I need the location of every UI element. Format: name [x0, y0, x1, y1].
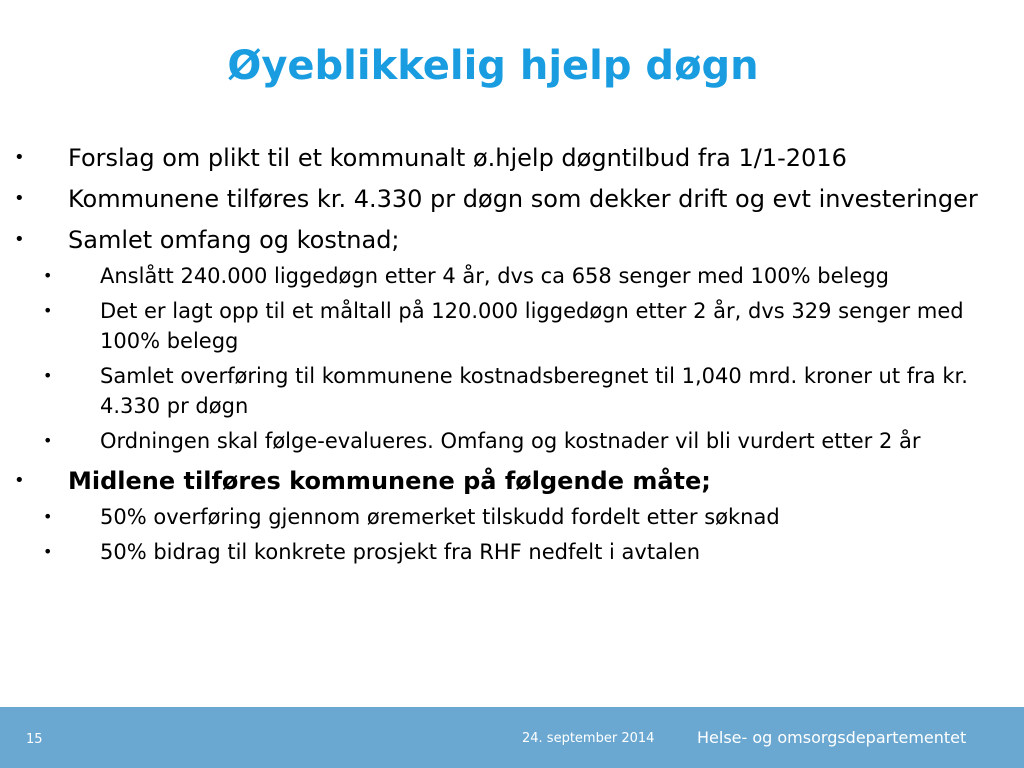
bullet-dot-icon: • [14, 470, 25, 491]
bullet-item [0, 183, 1024, 215]
bullet-dot-icon: • [14, 229, 25, 250]
sub-bullet-item [0, 296, 1024, 356]
bullet-text: Ordningen skal følge-evalueres. Omfang og kostnader vil bli vurdert etter 2 år [100, 429, 921, 453]
bullet-dot-icon: • [43, 301, 53, 320]
bullet-text: 50% bidrag til konkrete prosjekt fra RHF nedfelt i avtalen [100, 540, 700, 564]
bullet-dot-icon: • [14, 188, 25, 209]
bullet-text: Samlet omfang og kostnad; [68, 226, 400, 254]
bullet-text: Samlet overføring til kommunene kostnadsberegnet til 1,040 mrd. kroner ut fra kr. 4.330 pr døgn [100, 364, 968, 418]
bullet-dot-icon: • [14, 147, 25, 168]
bullet-dot-icon: • [43, 366, 53, 385]
bullet-text: Det er lagt opp til et måltall på 120.000 liggedøgn etter 2 år, dvs 329 senger med 100% belegg [100, 299, 964, 353]
bullet-item [0, 465, 1024, 497]
bullet-text: 50% overføring gjennom øremerket tilskudd fordelt etter søknad [100, 505, 780, 529]
bullet-dot-icon: • [43, 542, 53, 561]
slide-title: Øyeblikkelig hjelp døgn [227, 43, 759, 89]
bullet-dot-icon: • [43, 507, 53, 526]
footer-bar [0, 707, 1024, 768]
bullet-text: Kommunene tilføres kr. 4.330 pr døgn som dekker drift og evt investeringer [68, 185, 978, 213]
bullet-item [0, 224, 1024, 256]
bullet-item [0, 142, 1024, 174]
sub-bullet-item [0, 361, 1024, 421]
bullet-text: Forslag om plikt til et kommunalt ø.hjelp døgntilbud fra 1/1-2016 [68, 144, 847, 172]
sub-bullet-item [0, 261, 1024, 291]
footer-department: Helse- og omsorgsdepartementet [697, 728, 967, 747]
sub-bullet-item [0, 426, 1024, 456]
slide-number: 15 [26, 732, 43, 747]
footer-date: 24. september 2014 [522, 731, 655, 746]
bullet-text: Anslått 240.000 liggedøgn etter 4 år, dvs ca 658 senger med 100% belegg [100, 264, 889, 288]
bullet-list [0, 142, 1024, 567]
bullet-dot-icon: • [43, 431, 53, 450]
sub-bullet-item [0, 537, 1024, 567]
sub-bullet-item [0, 502, 1024, 532]
bullet-text: Midlene tilføres kommunene på følgende måte; [68, 467, 711, 495]
bullet-dot-icon: • [43, 266, 53, 285]
